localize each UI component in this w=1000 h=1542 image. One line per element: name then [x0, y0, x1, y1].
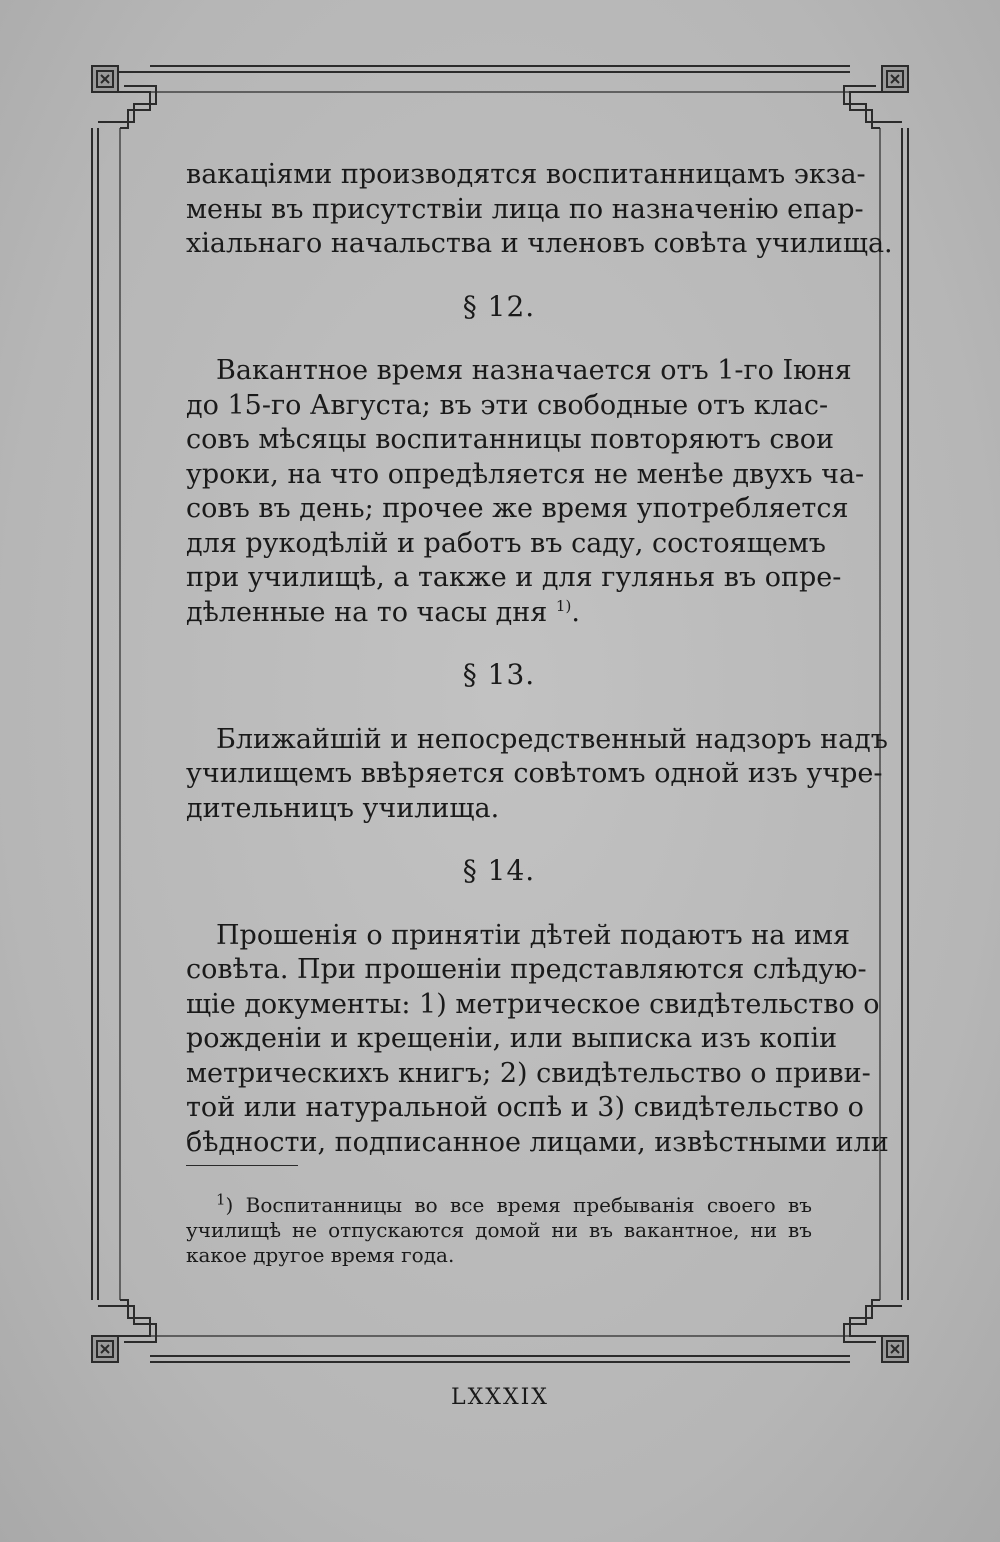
corner-ornament-bottom-right — [844, 1300, 908, 1362]
corner-ornament-bottom-left — [92, 1300, 156, 1362]
text-line: мены въ присутствіи лица по назначенію епар- — [186, 193, 864, 225]
footnote-reference: 1) — [555, 596, 572, 615]
text-fragment: ) Воспитанницы во все время пребыванія своего въ — [225, 1193, 812, 1217]
section-heading-13: § 13. — [462, 658, 536, 691]
footnote — [186, 1190, 812, 1268]
text-line: для рукодѣлій и работъ въ саду, состоящемъ — [186, 527, 826, 559]
text-line: дительницъ училища. — [186, 792, 500, 824]
text-line: совѣта. При прошеніи представляются слѣдую- — [186, 954, 867, 985]
text-line: метрическихъ книгъ; 2) свидѣтельство о приви- — [186, 1057, 871, 1089]
text-line: училищѣ не отпускаются домой ни въ вакантное, ни въ — [186, 1218, 812, 1242]
text-line — [186, 596, 812, 631]
paragraph-section-13 — [186, 723, 888, 827]
paragraph-section-12 — [186, 354, 865, 630]
text-line: Прошенія о принятіи дѣтей подаютъ на имя — [216, 919, 850, 951]
page-body — [186, 158, 893, 1160]
footnote-number: 1 — [216, 1190, 226, 1209]
text-line: совъ въ день; прочее же время употребляется — [186, 493, 849, 524]
footnote-reference-number: 1 — [555, 596, 566, 615]
section-heading-12: § 12. — [462, 289, 536, 323]
text-line — [186, 1190, 812, 1218]
text-line: до 15-го Августа; въ эти свободные отъ клас- — [186, 389, 829, 421]
text-line: щіе документы: 1) метрическое свидѣтельство о — [186, 988, 880, 1020]
text-line: Вакантное время назначается отъ 1-го Іюня — [216, 355, 852, 386]
paragraph-section-14 — [186, 919, 889, 1161]
page-number: LXXXIX — [451, 1385, 549, 1410]
text-line: какое другое время года. — [186, 1243, 455, 1267]
text-line: бѣдности, подписанное лицами, извѣстными или — [186, 1126, 889, 1158]
corner-ornament-top-right — [844, 66, 908, 128]
text-line: при училищѣ, а также и для гулянья въ опре- — [186, 562, 842, 593]
text-fragment: . — [571, 596, 580, 628]
text-line: той или натуральной оспѣ и 3) свидѣтельство о — [186, 1092, 864, 1123]
text-line: совъ мѣсяцы воспитанницы повторяютъ свои — [186, 424, 834, 455]
paragraph-continuation — [186, 158, 893, 262]
text-line: хіальнаго начальства и членовъ совѣта училища. — [186, 228, 893, 259]
text-line: рожденіи и крещеніи, или выписка изъ копіи — [186, 1023, 838, 1054]
section-heading-14: § 14. — [462, 854, 536, 887]
text-line: училищемъ ввѣряется совѣтомъ одной изъ учре- — [186, 758, 883, 789]
text-line: вакаціями производятся воспитанницамъ экза- — [186, 159, 866, 190]
corner-ornament-top-left — [92, 66, 156, 128]
text-line: Ближайшій и непосредственный надзоръ надъ — [216, 723, 888, 755]
footnote-separator — [186, 1165, 298, 1166]
text-line: уроки, на что опредѣляется не менѣе двухъ ча- — [186, 458, 865, 490]
text-fragment: дѣленные на то часы дня — [186, 596, 548, 628]
